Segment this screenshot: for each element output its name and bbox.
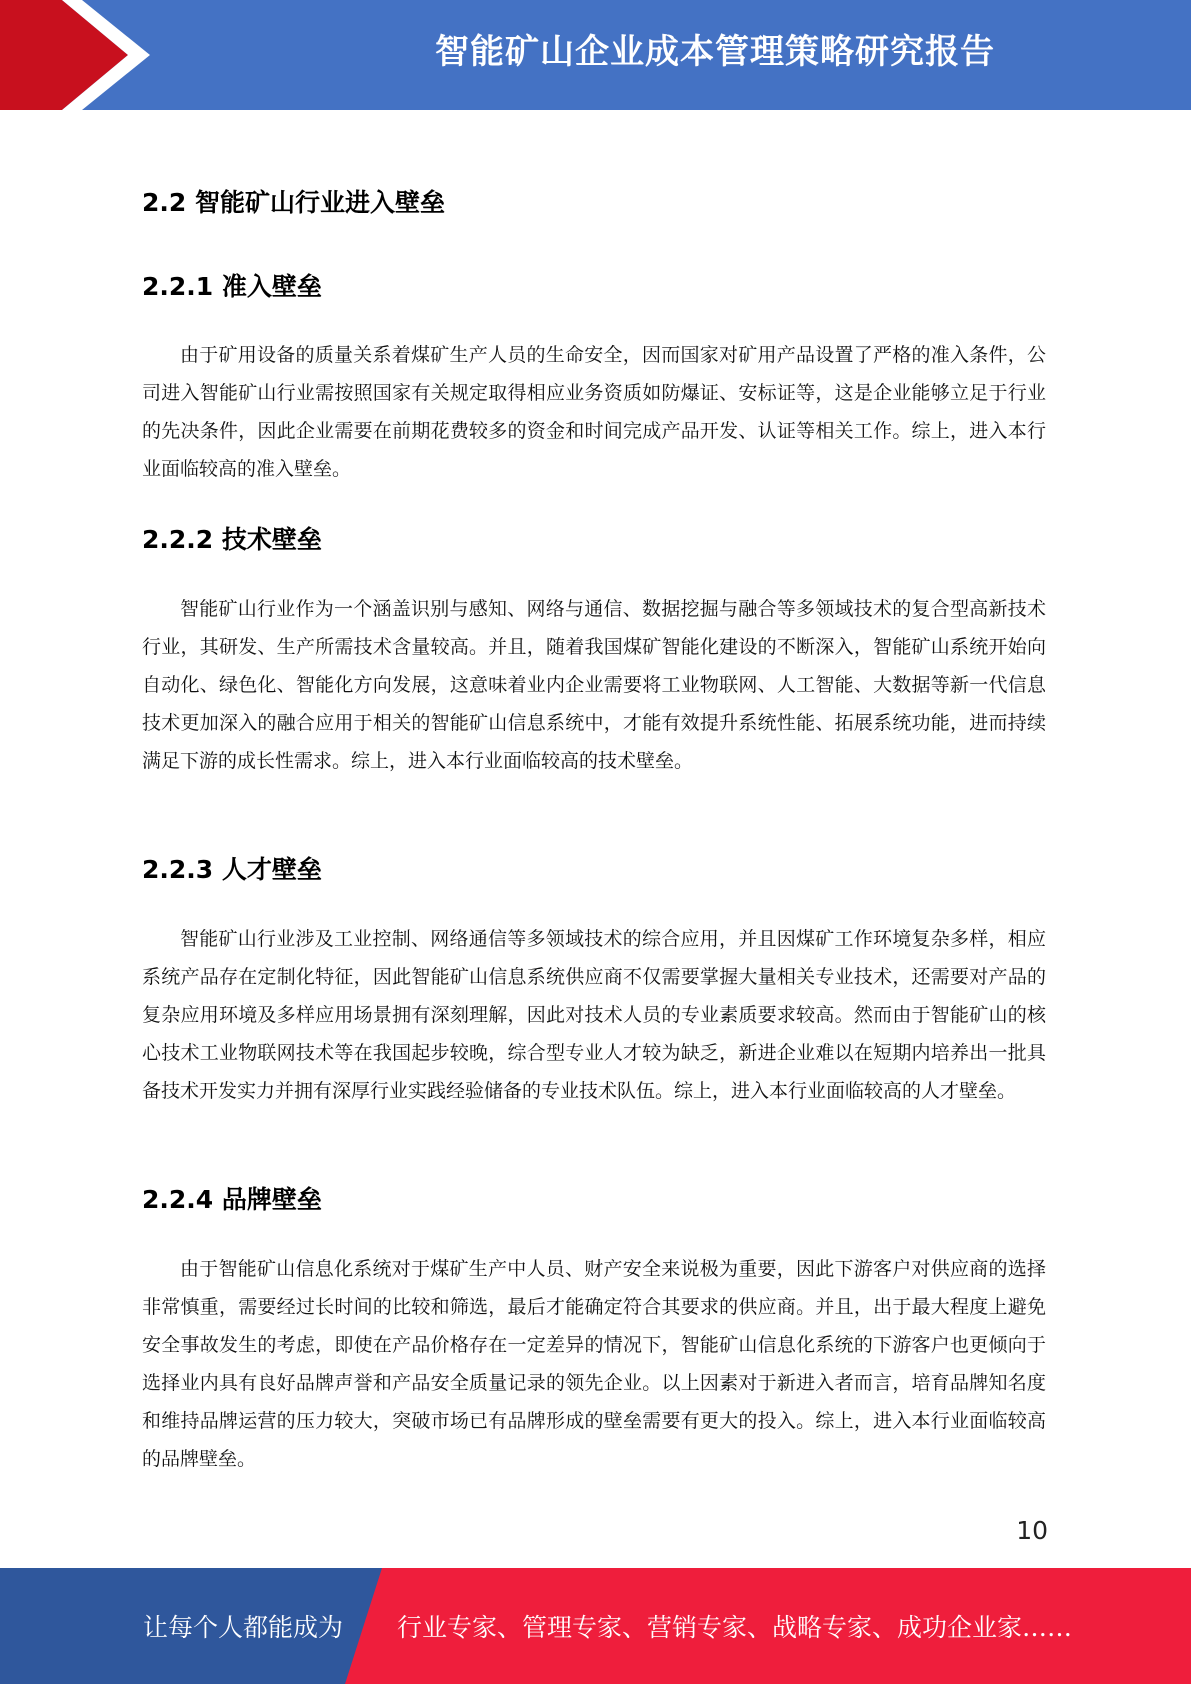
section-heading-2-2-4: 2.2.4 品牌壁垒 xyxy=(142,1185,322,1214)
footer-slogan-right: 行业专家、管理专家、营销专家、战略专家、成功企业家…… xyxy=(397,1613,1073,1642)
page-number: 10 xyxy=(1016,1516,1048,1545)
page-footer xyxy=(0,1568,1191,1684)
paragraph-brand-barrier: 由于智能矿山信息化系统对于煤矿生产中人员、财产安全来说极为重要，因此下游客户对供应商的选择非常慎重，需要经过长时间的比较和筛选，最后才能确定符合其要求的供应商。并且，出于最大程度上避免安全事故发生的考虑，即使在产品价格存在一定差异的情况下，智能矿山信息化系统的下游客户也更倾向于选择业内具有良好品牌声誉和产品安全质量记录的领先企业。以上因素对于新进入者而言，培育品牌知名度和维持品牌运营的压力较大，突破市场已有品牌形成的壁垒需要有更大的投入。综上，进入本行业面临较高的品牌壁垒。 xyxy=(142,1258,1046,1470)
section-heading-2-2: 2.2 智能矿山行业进入壁垒 xyxy=(142,188,445,217)
section-heading-2-2-3: 2.2.3 人才壁垒 xyxy=(142,855,322,884)
page-header xyxy=(0,0,1191,110)
paragraph-technology-barrier: 智能矿山行业作为一个涵盖识别与感知、网络与通信、数据挖掘与融合等多领域技术的复合型高新技术行业，其研发、生产所需技术含量较高。并且，随着我国煤矿智能化建设的不断深入，智能矿山系统开始向自动化、绿色化、智能化方向发展，这意味着业内企业需要将工业物联网、人工智能、大数据等新一代信息技术更加深入的融合应用于相关的智能矿山信息系统中，才能有效提升系统性能、拓展系统功能，进而持续满足下游的成长性需求。综上，进入本行业面临较高的技术壁垒。 xyxy=(142,598,1046,772)
paragraph-entry-barrier: 由于矿用设备的质量关系着煤矿生产人员的生命安全，因而国家对矿用产品设置了严格的准入条件，公司进入智能矿山行业需按照国家有关规定取得相应业务资质如防爆证、安标证等，这是企业能够立足于行业的先决条件，因此企业需要在前期花费较多的资金和时间完成产品开发、认证等相关工作。综上，进入本行业面临较高的准入壁垒。 xyxy=(142,344,1046,480)
paragraph-talent-barrier: 智能矿山行业涉及工业控制、网络通信等多领域技术的综合应用，并且因煤矿工作环境复杂多样，相应系统产品存在定制化特征，因此智能矿山信息系统供应商不仅需要掌握大量相关专业技术，还需要对产品的复杂应用环境及多样应用场景拥有深刻理解，因此对技术人员的专业素质要求较高。然而由于智能矿山的核心技术工业物联网技术等在我国起步较晚，综合型专业人才较为缺乏，新进企业难以在短期内培养出一批具备技术开发实力并拥有深厚行业实践经验储备的专业技术队伍。综上，进入本行业面临较高的人才壁垒。 xyxy=(142,928,1046,1102)
footer-slogan-left: 让每个人都能成为 xyxy=(143,1613,344,1642)
section-heading-2-2-1: 2.2.1 准入壁垒 xyxy=(142,272,322,301)
report-title: 智能矿山企业成本管理策略研究报告 xyxy=(435,32,995,72)
section-heading-2-2-2: 2.2.2 技术壁垒 xyxy=(142,525,322,554)
